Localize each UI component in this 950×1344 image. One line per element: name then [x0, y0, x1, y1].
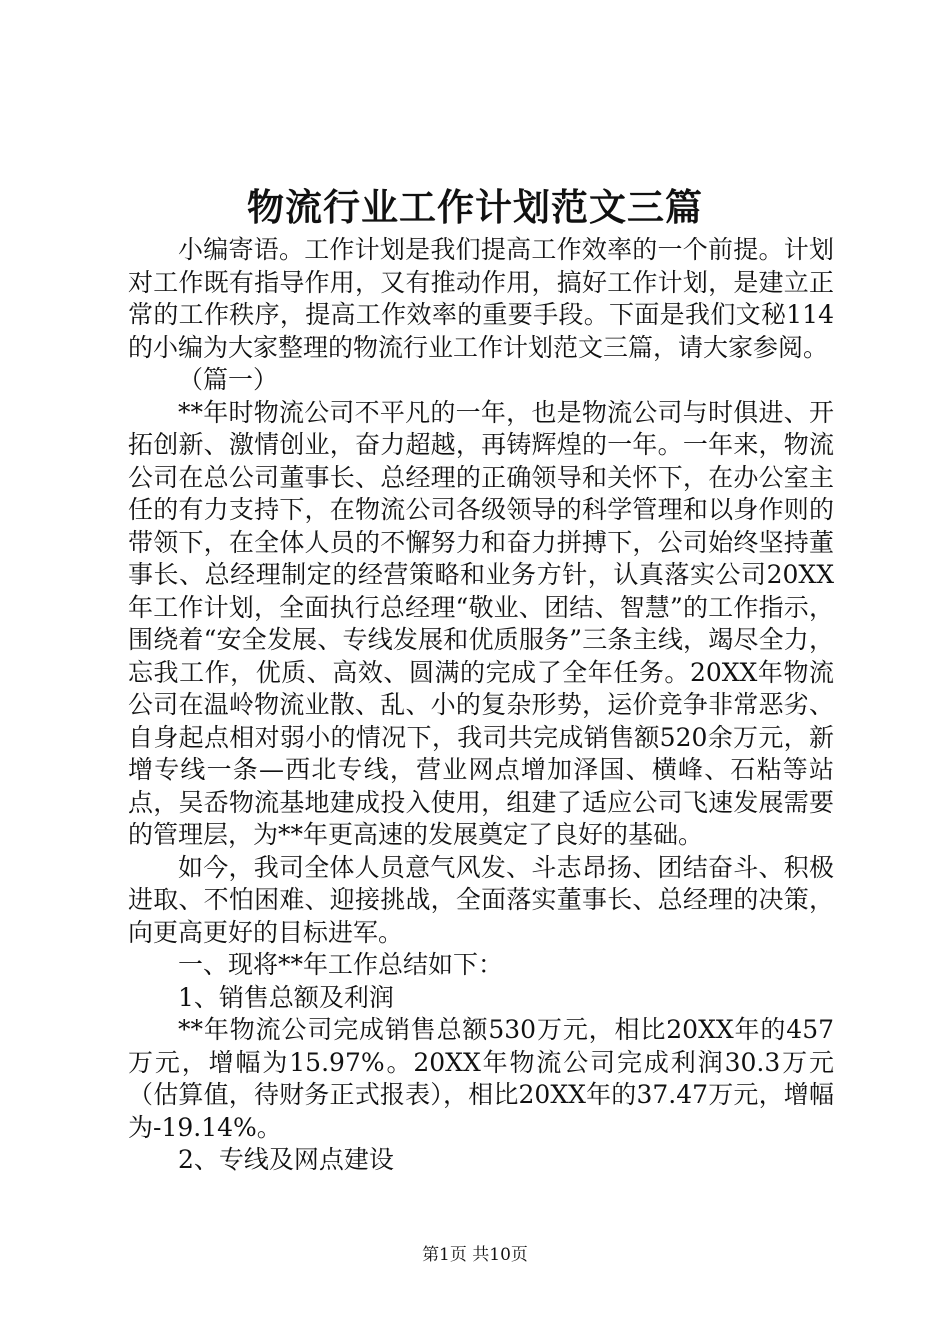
network-heading: 2、专线及网点建设	[178, 1145, 394, 1174]
sales-profit-heading: 1、销售总额及利润	[178, 982, 394, 1012]
sales-profit-paragraph: **年物流公司完成销售总额530万元，相比20XX年的457万元，增幅为15.97%。20XX年物流公司完成利润30.3万元（估算值，待财务正式报表），相比20XX年的37.47万元，增幅为-19.14%。	[128, 1015, 834, 1142]
intro-paragraph: 小编寄语。工作计划是我们提高工作效率的一个前提。计划对工作既有指导作用，又有推动作用，搞好工作计划，是建立正常的工作秩序，提高工作效率的重要手段。下面是我们文秘114的小编为大家整理的物流行业工作计划范文三篇，请大家参阅。	[128, 235, 834, 362]
document-body	[128, 234, 834, 1177]
page-footer: 第1页 共10页	[422, 1245, 528, 1265]
document-title: 物流行业工作计划范文三篇	[247, 185, 703, 229]
outlook-paragraph: 如今，我司全体人员意气风发、斗志昂扬、团结奋斗、积极进取、不怕困难、迎接挑战，全面落实董事长、总经理的决策，向更高更好的目标进军。	[128, 852, 834, 947]
section-heading-part-one: （篇一）	[178, 365, 279, 394]
summary-heading: 一、现将**年工作总结如下：	[178, 950, 504, 979]
annual-review-paragraph: **年时物流公司不平凡的一年，也是物流公司与时俱进、开拓创新、激情创业，奋力超越，再铸辉煌的一年。一年来，物流公司在总公司董事长、总经理的正确领导和关怀下，在办公室主任的有力支持下，在物流公司各级领导的科学管理和以身作则的带领下，在全体人员的不懈努力和奋力拼搏下，公司始终坚持董事长、总经理制定的经营策略和业务方针，认真落实公司20XX年工作计划，全面执行总经理“敬业、团结、智慧”的工作指示，围绕着“安全发展、专线发展和优质服务”三条主线，竭尽全力，忘我工作，优质、高效、圆满的完成了全年任务。20XX年物流公司在温岭物流业散、乱、小的复杂形势，运价竞争非常恶劣、自身起点相对弱小的情况下，我司共完成销售额520余万元，新增专线一条—西北专线，营业网点增加泽国、横峰、石粘等站点，吴岙物流基地建成投入使用，组建了适应公司飞速发展需要的管理层，为**年更高速的发展奠定了良好的基础。	[128, 397, 834, 849]
